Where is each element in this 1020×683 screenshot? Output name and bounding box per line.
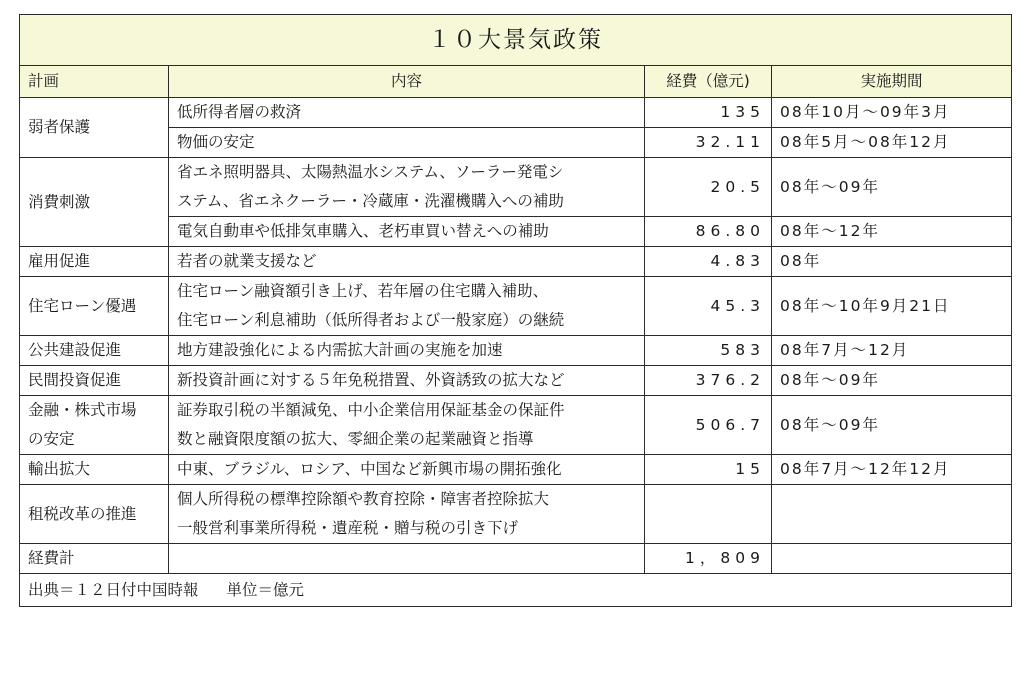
plan-cell: 民間投資促進: [20, 366, 169, 396]
content-cell: 個人所得税の標準控除額や教育控除・障害者控除拡大 一般営利事業所得税・遺産税・贈与税の引き下げ: [169, 485, 645, 544]
source-text: 出典＝１２日付中国時報: [28, 580, 199, 599]
content-cell: 中東、ブラジル、ロシア、中国など新興市場の開拓強化: [169, 455, 645, 485]
header-period: 実施期間: [772, 66, 1012, 98]
period-cell: 08年～09年: [772, 158, 1012, 217]
cost-cell: 506.7: [645, 396, 772, 455]
table-row: [20, 396, 1012, 455]
policy-table: [19, 14, 1012, 607]
content-cell: 省エネ照明器具、太陽熱温水システム、ソーラー発電シ ステム、省エネクーラー・冷蔵庫・洗濯機購入への補助: [169, 158, 645, 217]
plan-cell: 租税改革の推進: [20, 485, 169, 544]
table-row: [20, 128, 1012, 158]
period-cell: 08年～09年: [772, 396, 1012, 455]
source-note: [20, 574, 1012, 607]
content-cell: 物価の安定: [169, 128, 645, 158]
header-cost: 経費（億元): [645, 66, 772, 98]
table-row: [20, 485, 1012, 544]
total-row: [20, 544, 1012, 574]
content-cell: 低所得者層の救済: [169, 98, 645, 128]
cost-cell: 135: [645, 98, 772, 128]
period-cell: 08年～10年9月21日: [772, 277, 1012, 336]
total-empty-cell: [169, 544, 645, 574]
period-cell: [772, 485, 1012, 544]
total-empty-cell: [772, 544, 1012, 574]
cost-cell: 376.2: [645, 366, 772, 396]
cost-cell: 45.3: [645, 277, 772, 336]
content-cell: 証券取引税の半額減免、中小企業信用保証基金の保証件 数と融資限度額の拡大、零細企業の起業融資と指導: [169, 396, 645, 455]
table-title: １０大景気政策: [20, 15, 1012, 66]
total-cost: 1，809: [645, 544, 772, 574]
period-cell: 08年7月～12年12月: [772, 455, 1012, 485]
content-cell: 住宅ローン融資額引き上げ、若年層の住宅購入補助、 住宅ローン利息補助（低所得者および一般家庭）の継続: [169, 277, 645, 336]
content-cell: 若者の就業支援など: [169, 247, 645, 277]
plan-cell: 輸出拡大: [20, 455, 169, 485]
unit-text: 単位＝億元: [226, 580, 305, 599]
cost-cell: 4.83: [645, 247, 772, 277]
table-row: [20, 217, 1012, 247]
table-row: [20, 158, 1012, 217]
cost-cell: 86.80: [645, 217, 772, 247]
plan-cell: 消費刺激: [20, 158, 169, 247]
period-cell: 08年～12年: [772, 217, 1012, 247]
period-cell: 08年7月～12月: [772, 336, 1012, 366]
table-row: [20, 336, 1012, 366]
period-cell: 08年10月～09年3月: [772, 98, 1012, 128]
cost-cell: 15: [645, 455, 772, 485]
cost-cell: 20.5: [645, 158, 772, 217]
plan-cell: 公共建設促進: [20, 336, 169, 366]
cost-cell: [645, 485, 772, 544]
period-cell: 08年5月～08年12月: [772, 128, 1012, 158]
plan-cell: 雇用促進: [20, 247, 169, 277]
table-row: [20, 455, 1012, 485]
plan-cell: 住宅ローン優遇: [20, 277, 169, 336]
content-cell: 新投資計画に対する５年免税措置、外資誘致の拡大など: [169, 366, 645, 396]
plan-cell: 金融・株式市場 の安定: [20, 396, 169, 455]
period-cell: 08年～09年: [772, 366, 1012, 396]
plan-cell: 弱者保護: [20, 98, 169, 158]
table-row: [20, 98, 1012, 128]
period-cell: 08年: [772, 247, 1012, 277]
policy-table-container: [19, 14, 1011, 607]
total-label: 経費計: [20, 544, 169, 574]
footer-row: [20, 574, 1012, 607]
content-cell: 電気自動車や低排気車購入、老朽車買い替えへの補助: [169, 217, 645, 247]
header-plan: 計画: [20, 66, 169, 98]
table-row: [20, 277, 1012, 336]
cost-cell: 583: [645, 336, 772, 366]
header-row: [20, 66, 1012, 98]
header-content: 内容: [169, 66, 645, 98]
cost-cell: 32.11: [645, 128, 772, 158]
content-cell: 地方建設強化による内需拡大計画の実施を加速: [169, 336, 645, 366]
table-row: [20, 366, 1012, 396]
table-row: [20, 247, 1012, 277]
